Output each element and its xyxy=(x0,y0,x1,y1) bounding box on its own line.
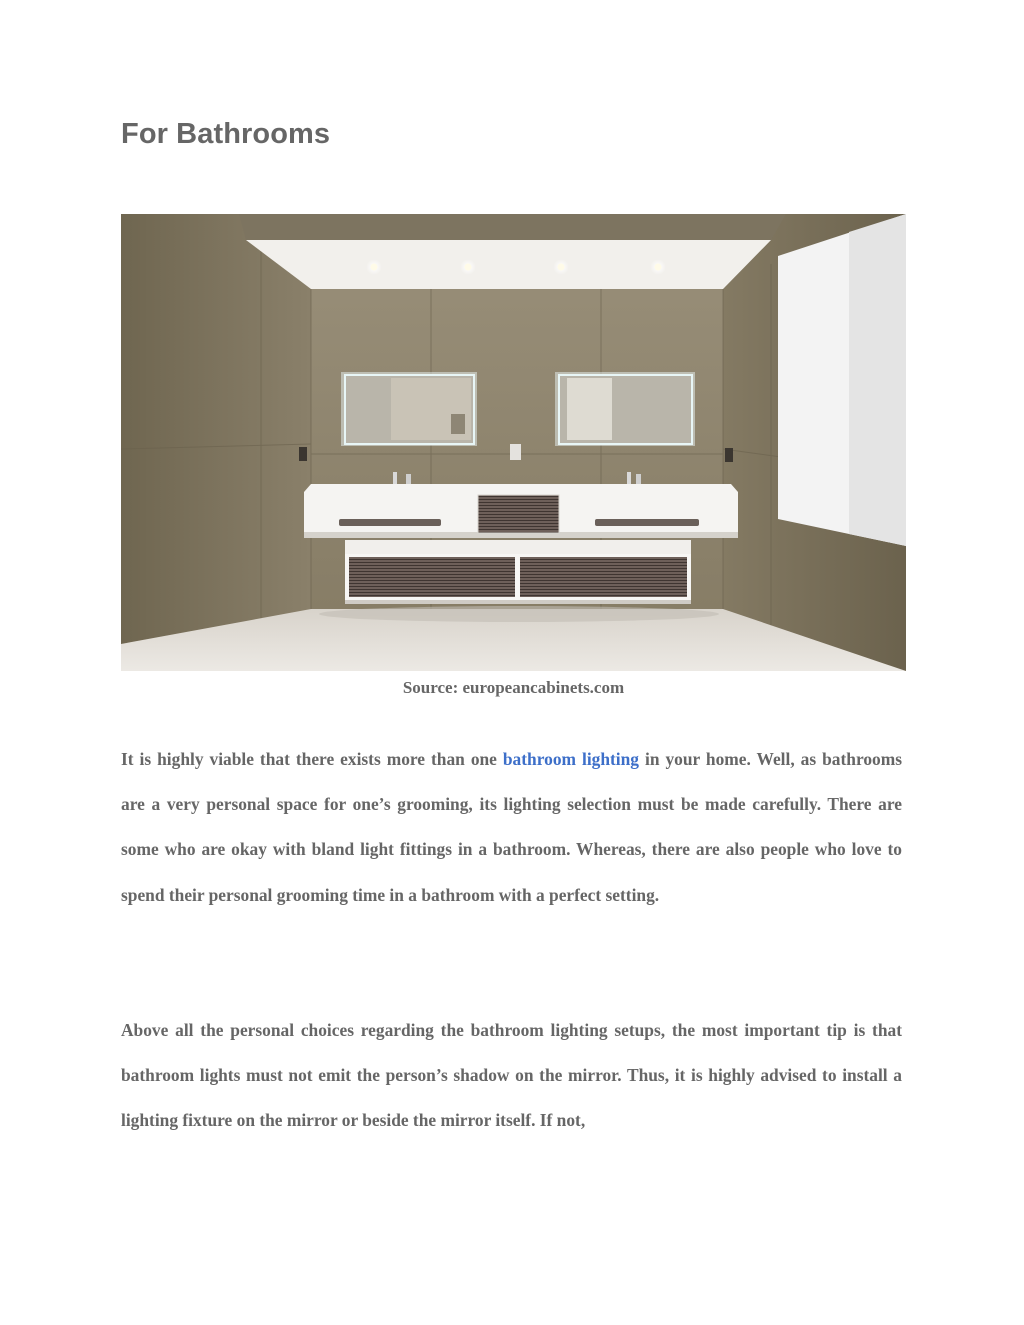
paragraph-intro-text-before: It is highly viable that there exists more than one xyxy=(121,749,503,769)
image-caption: Source: europeancabinets.com xyxy=(402,678,625,697)
paragraph-intro xyxy=(121,737,902,918)
section-heading: For Bathrooms xyxy=(121,118,331,150)
bathroom-lighting-link[interactable]: bathroom lighting xyxy=(502,749,640,769)
bathroom-photo xyxy=(121,214,906,671)
paragraph-intro-text-after: in your home. Well, as bathrooms are a very personal space for one’s grooming, its lighting selection must be made carefully. There are some who are okay with bland light fittings in a bathroom. Whereas, there are also people who love to spend their personal grooming time in a bathroom with a perfect setting. xyxy=(121,749,902,905)
paragraph-tip: Above all the personal choices regarding the bathroom lighting setups, the most important tip is that bathroom lights must not emit the person’s shadow on the mirror. Thus, it is highly advised to install a lighting fixture on the mirror or beside the mirror itself. If not, xyxy=(121,1020,902,1131)
